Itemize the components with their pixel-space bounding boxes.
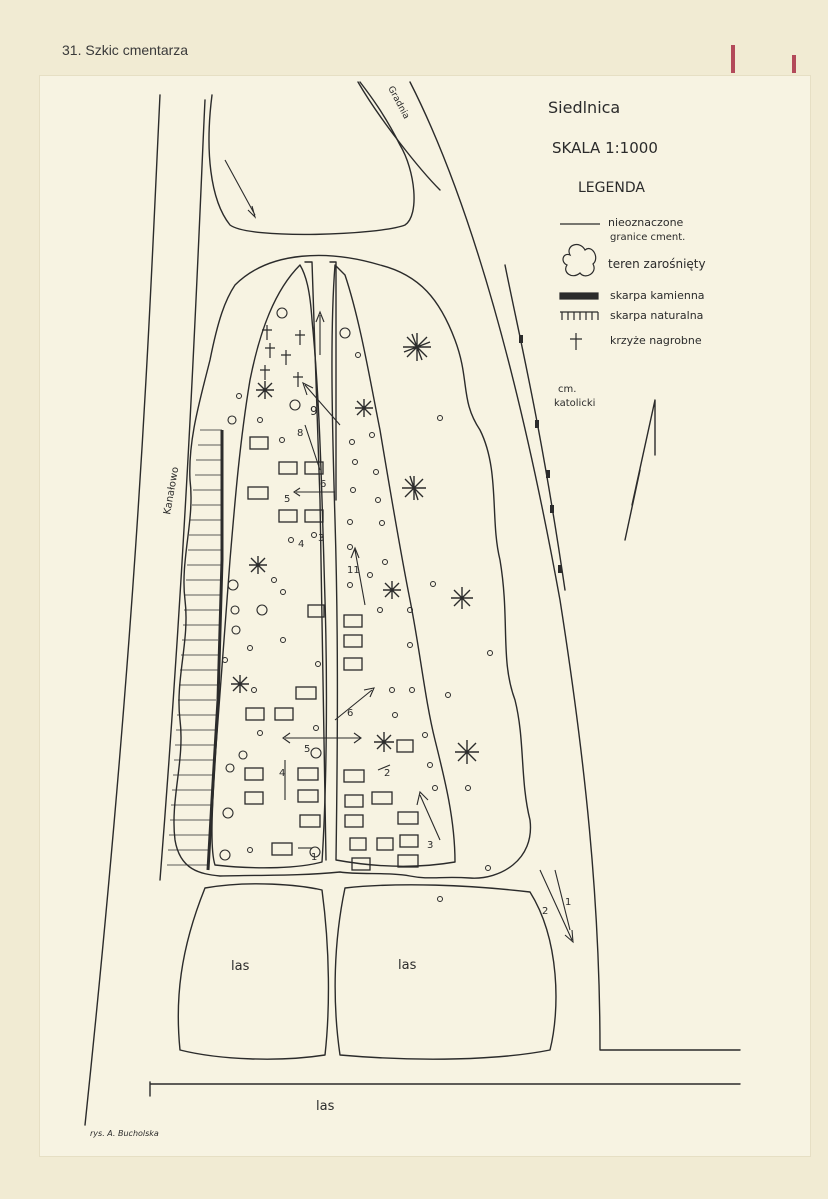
stone-escarpment-icon <box>560 293 598 299</box>
scale-label: SKALA 1:1000 <box>552 139 658 157</box>
legend-label: nieoznaczone <box>608 216 684 229</box>
svg-text:5: 5 <box>284 494 291 505</box>
cross-icon <box>570 333 582 350</box>
forest-label: las <box>231 959 250 974</box>
edge-mark <box>731 45 735 73</box>
section-left <box>212 265 326 868</box>
road-right <box>410 82 740 1050</box>
edge-mark <box>792 55 796 73</box>
legend-label: teren zarośnięty <box>608 257 706 271</box>
forest-block-left <box>178 884 328 1059</box>
forest-label: las <box>316 1099 335 1114</box>
legend-label: krzyże nagrobne <box>610 334 702 347</box>
svg-text:1: 1 <box>311 852 318 863</box>
forest-label: las <box>398 958 417 973</box>
road-name-top: Gradnia <box>385 84 411 121</box>
svg-text:4: 4 <box>279 768 286 779</box>
legend-title: LEGENDA <box>578 180 645 196</box>
grave-crosses <box>260 325 305 387</box>
legend-symbols <box>560 224 600 350</box>
svg-text:6: 6 <box>320 479 327 490</box>
natural-escarpment-icon <box>560 312 598 320</box>
catholic-cemetery-label: cm. <box>558 384 577 395</box>
svg-text:11: 11 <box>347 565 360 576</box>
svg-text:6: 6 <box>347 708 354 719</box>
road-curve <box>209 82 414 234</box>
svg-text:1: 1 <box>565 897 572 908</box>
road-name-left: Kanałowo <box>162 466 182 516</box>
svg-text:2: 2 <box>384 768 391 779</box>
road-bottom <box>150 1082 740 1096</box>
legend-label: granice cment. <box>610 232 686 243</box>
forest-block-right <box>335 885 556 1059</box>
stone-escarpment <box>208 430 222 870</box>
view-arrows <box>225 160 573 942</box>
svg-text:8: 8 <box>297 428 304 439</box>
svg-text:5: 5 <box>304 744 311 755</box>
overgrown-blob-icon <box>563 245 596 276</box>
legend-label: skarpa kamienna <box>610 289 705 302</box>
fence-posts <box>519 335 562 573</box>
catholic-cemetery-marker <box>625 400 655 540</box>
svg-text:2: 2 <box>542 906 549 917</box>
svg-text:9: 9 <box>310 404 318 418</box>
road-left-outer <box>85 95 160 1125</box>
place-name: Siedlnica <box>548 98 621 117</box>
catholic-cemetery-label: katolicki <box>554 398 596 409</box>
svg-text:3: 3 <box>318 533 325 544</box>
author-signature: rys. A. Bucholska <box>90 1129 159 1138</box>
svg-text:4: 4 <box>298 539 305 550</box>
svg-text:3: 3 <box>427 840 434 851</box>
legend-label: skarpa naturalna <box>610 309 704 322</box>
page-title: 31. Szkic cmentarza <box>62 42 189 58</box>
